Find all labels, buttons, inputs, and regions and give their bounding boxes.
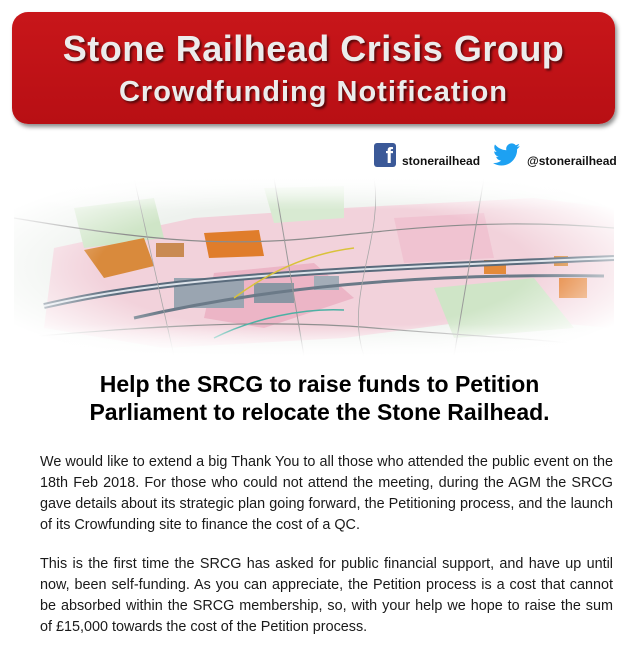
facebook-icon: f: [374, 143, 396, 167]
banner-title: Stone Railhead Crisis Group: [62, 28, 565, 69]
body-paragraph-1: We would like to extend a big Thank You to all those who attended the public event on the 18th Feb 2018. For those who could not attend the meeting, during the AGM the SRCG gave details about its strategic plan going forward, the Petitioning process, and the launch of its Crowfunding site to finance the cost of a QC.: [40, 454, 613, 533]
body-paragraph-2: This is the first time the SRCG has asked for public financial support, and have up until now, been self-funding. As you can appreciate, the Petition process is a cost that cannot be absorbed within the SRCG membership, so, with your help we hope to raise the sum of £15,000 towards the cost of the Petition process.: [40, 556, 613, 635]
twitter-icon: [493, 143, 521, 167]
headline-line-2: Parliament to relocate the Stone Railhead.: [89, 399, 550, 425]
facebook-label: stonerailhead: [402, 154, 481, 168]
twitter-label: @stonerailhead: [527, 154, 617, 168]
headline: [0, 370, 639, 426]
headline-line-1: Help the SRCG to raise funds to Petition: [99, 371, 540, 397]
header-banner: [12, 12, 615, 124]
twitter-link[interactable]: [493, 140, 617, 170]
facebook-link[interactable]: [374, 140, 480, 170]
banner-subtitle: Crowdfunding Notification: [118, 76, 509, 108]
railhead-site-map: [14, 178, 614, 356]
